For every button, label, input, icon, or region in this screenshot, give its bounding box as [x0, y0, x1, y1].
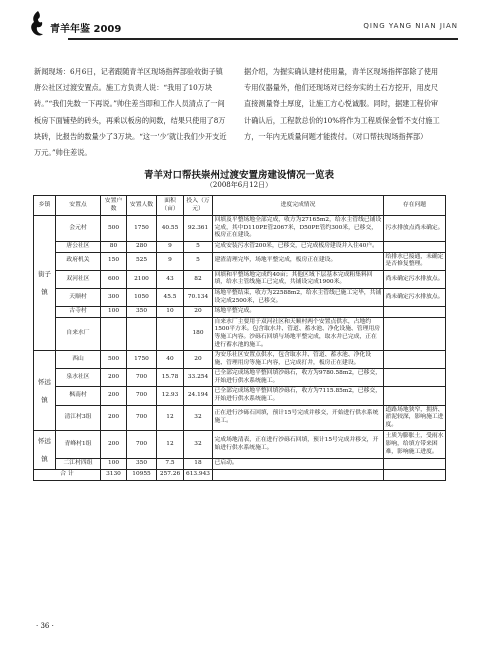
- table-cell: 525: [127, 252, 157, 270]
- table-cell: 200: [101, 369, 127, 387]
- table-cell: 1750: [127, 351, 157, 369]
- table-row: [34, 351, 446, 369]
- table-cell: 82: [184, 270, 213, 288]
- table-cell: 会元村: [56, 216, 101, 242]
- table-cell: 建渣清理完毕，场地平整完成，板房正在建设。: [213, 252, 384, 270]
- table-cell: 200: [101, 431, 127, 459]
- table-cell: 700: [127, 369, 157, 387]
- table-cell: 场地平整结束，收方为22588m2，给水主管线已施工完毕，共铺设完成2500米，已移交。: [213, 288, 384, 306]
- table-cell: 完成安装污水管200米，已移交，已完成板房建设并入住40户。: [213, 241, 384, 252]
- table-cell: 350: [127, 307, 157, 318]
- table-cell: 700: [127, 431, 157, 459]
- table-row: [34, 252, 446, 270]
- table-cell: 双河社区: [56, 270, 101, 288]
- table-cell: 已启动。: [213, 459, 384, 470]
- yearbook-title: 青羊年鉴 2009: [50, 24, 122, 35]
- table-row: [34, 369, 446, 387]
- table-cell: 已全部完成场地平整回填沙砾石，收方为9780.58m2，已移交，开始进行供水系统施工。: [213, 369, 384, 387]
- table-cell: 200: [101, 387, 127, 405]
- table-cell: 正在进行沙砾石回填，预计15号完成并移交，开始进行供水系统施工。: [213, 405, 384, 431]
- page-header: [28, 8, 458, 44]
- table-cell: 回填及平整场地全部完成，收方为27165m2，给水主管线已铺设完成，其中D110PE管2067米，D50PE管约300米，已移交，板房正在建设。: [213, 216, 384, 242]
- table-cell: 40: [157, 351, 184, 369]
- table-row: [34, 387, 446, 405]
- table-cell: 70.134: [184, 288, 213, 306]
- table-title: 青羊对口帮扶崇州过渡安置房建设情况一览表: [143, 170, 334, 181]
- column-header: 进度完成情况: [213, 196, 384, 216]
- table-cell: 政府机关: [56, 252, 101, 270]
- table-cell: 280: [127, 241, 157, 252]
- table-cell: 枫南村: [56, 387, 101, 405]
- total-label: 合 计: [34, 470, 101, 481]
- total-cell: 613.943: [184, 470, 213, 481]
- yearbook-pinyin: QING YANG NIAN JIAN: [363, 22, 458, 30]
- table-cell: 32: [184, 405, 213, 431]
- table-cell: 古寺村: [56, 307, 101, 318]
- table-cell: 9: [157, 252, 184, 270]
- table-cell: 12: [157, 431, 184, 459]
- table-cell: 700: [127, 387, 157, 405]
- table-cell: 场地平整完成。: [213, 307, 384, 318]
- table-cell: 青峰村1组: [56, 431, 101, 459]
- table-cell: 10: [157, 307, 184, 318]
- total-cell: 3130: [101, 470, 127, 481]
- table-cell: 天顺村: [56, 288, 101, 306]
- table-cell: 1750: [127, 216, 157, 242]
- table-cell: 350: [127, 459, 157, 470]
- township-cell: 怀远镇: [34, 351, 56, 431]
- table-cell: 为安乐社区安置点供水，包含取水井、管道、蓄水池、净化设施、管理用房等施工内容，已完成打井，板房正在建设。: [213, 351, 384, 369]
- table-cell: 道路场地狭窄，拥挤、淤泥较深，影响施工进度。: [384, 405, 446, 431]
- table-cell: 40.55: [157, 216, 184, 242]
- table-cell: 西山: [56, 351, 101, 369]
- table-cell: 43: [157, 270, 184, 288]
- table-cell: 92.361: [184, 216, 213, 242]
- column-header: 投入（万元）: [184, 196, 213, 216]
- table-cell: 9: [157, 241, 184, 252]
- page-number: · 36 ·: [36, 622, 54, 630]
- column-header: 面积（亩）: [157, 196, 184, 216]
- total-cell: [384, 470, 446, 481]
- resettlement-table: [33, 195, 446, 481]
- table-total-row: [34, 470, 446, 481]
- total-cell: 257.26: [157, 470, 184, 481]
- table-cell: 300: [101, 288, 127, 306]
- table-cell: 150: [101, 252, 127, 270]
- table-cell: 33.254: [184, 369, 213, 387]
- article-right-column: 据介绍，为握实确认建材使用量，青羊区现场指挥部除了使用专用仪器量外，他们还现场对已经夯实的土石方挖开，用皮尺直接测量脊土厚度，让施工方心悦诚服。同时，据建工程价审计确认后，工程款总价的10%将作为工程质保金暂不支付施工方，一年内无质量问题才能拨付。（对口帮扶现场指挥部）: [244, 67, 440, 141]
- header-rule: [68, 38, 458, 40]
- table-cell: 5: [184, 241, 213, 252]
- table-row: [34, 241, 446, 252]
- table-row: [34, 405, 446, 431]
- table-cell: 污水排放点尚未确定。: [384, 216, 446, 242]
- column-header: 存在问题: [384, 196, 446, 216]
- table-cell: 700: [127, 405, 157, 431]
- table-cell: [101, 317, 127, 350]
- table-cell: 45.5: [157, 288, 184, 306]
- table-cell: 回填和平整场地完成约40亩；其他区域下层基本完成粗集料回填，给水主管线施工已完成，共铺设完成1900米。: [213, 270, 384, 288]
- table-row: [34, 431, 446, 459]
- table-cell: 已全部完成场地平整回填沙砾石，收方为7115.85m2，已移交，开始进行供水系统施工。: [213, 387, 384, 405]
- table-cell: 600: [101, 270, 127, 288]
- table-cell: [384, 317, 446, 350]
- table-cell: 土质为膨胀土，受雨水影响，给填方带来困难，影响施工进度。: [384, 431, 446, 459]
- table-cell: [384, 307, 446, 318]
- table-cell: 唐公社区: [56, 241, 101, 252]
- table-cell: [384, 459, 446, 470]
- total-cell: [213, 470, 384, 481]
- table-cell: 100: [101, 459, 127, 470]
- table-cell: 100: [101, 307, 127, 318]
- column-header: 乡镇: [34, 196, 56, 216]
- yearbook-logo-icon: [28, 10, 48, 38]
- table-cell: [384, 369, 446, 387]
- column-header: 安置点: [56, 196, 101, 216]
- table-cell: 清江村3组: [56, 405, 101, 431]
- table-cell: 20: [184, 307, 213, 318]
- table-row: [34, 216, 446, 242]
- table-cell: [157, 317, 184, 350]
- table-row: [34, 307, 446, 318]
- table-cell: 12.93: [157, 387, 184, 405]
- table-cell: 7.5: [157, 459, 184, 470]
- table-row: [34, 459, 446, 470]
- table-cell: 80: [101, 241, 127, 252]
- table-row: [34, 270, 446, 288]
- table-cell: 5: [184, 252, 213, 270]
- table-cell: 给排水已接通，未确定是否修复整理。: [384, 252, 446, 270]
- table-cell: 自来水厂: [56, 317, 101, 350]
- table-cell: 200: [101, 405, 127, 431]
- table-cell: 尚未确定污水排放点。: [384, 288, 446, 306]
- table-cell: 180: [184, 317, 213, 350]
- table-cell: 12: [157, 405, 184, 431]
- township-cell: 街子镇: [34, 216, 56, 351]
- table-cell: 20: [184, 351, 213, 369]
- column-header: 安置户数: [101, 196, 127, 216]
- table-cell: 泉水社区: [56, 369, 101, 387]
- table-cell: 尚未确定污水排放点。: [384, 270, 446, 288]
- table-cell: [384, 387, 446, 405]
- article-left-column: 新闻现场：6月6日，记者跟随青羊区现场指挥部验收街子镇唐公社区过渡安置点。施工方负责人说：“我用了10万块砖。”“我们先数一下再说。”帅住差当即和工作人员清点了一间板房下面铺垫的砖头，再乘以板房的间数，结果只使用了8万块砖，比报告的数量少了3万块。“这一‘少’就让我们少开支近万元。”帅住差说。: [34, 67, 227, 158]
- table-date: （2008年6月12日）: [205, 181, 273, 189]
- total-cell: 10955: [127, 470, 157, 481]
- column-header: 安置人数: [127, 196, 157, 216]
- table-cell: 15.78: [157, 369, 184, 387]
- table-cell: 18: [184, 459, 213, 470]
- table-cell: 500: [101, 216, 127, 242]
- table-cell: 自来水厂主要用于双河社区和天顺村两个安置点供水，占地约1500平方米。包含取水井、管道、蓄水池、净化设施、管理用房等施工内容。沙砾石回填与场地平整完成，取水井已完成，正在进行蓄水池的施工。: [213, 317, 384, 350]
- table-cell: [127, 317, 157, 350]
- table-header-row: [34, 196, 446, 216]
- table-cell: [384, 241, 446, 252]
- table-row: [34, 317, 446, 350]
- table-cell: [384, 351, 446, 369]
- township-cell: 怀远镇: [34, 431, 56, 470]
- table-cell: 24.194: [184, 387, 213, 405]
- table-cell: 500: [101, 351, 127, 369]
- table-cell: 2100: [127, 270, 157, 288]
- table-cell: 32: [184, 431, 213, 459]
- table-cell: 1050: [127, 288, 157, 306]
- table-row: [34, 288, 446, 306]
- table-cell: 完成场地清表，正在进行沙砾石回填，预计15号完成并移交，开始进行供水系统施工。: [213, 431, 384, 459]
- table-cell: 二江村四组: [56, 459, 101, 470]
